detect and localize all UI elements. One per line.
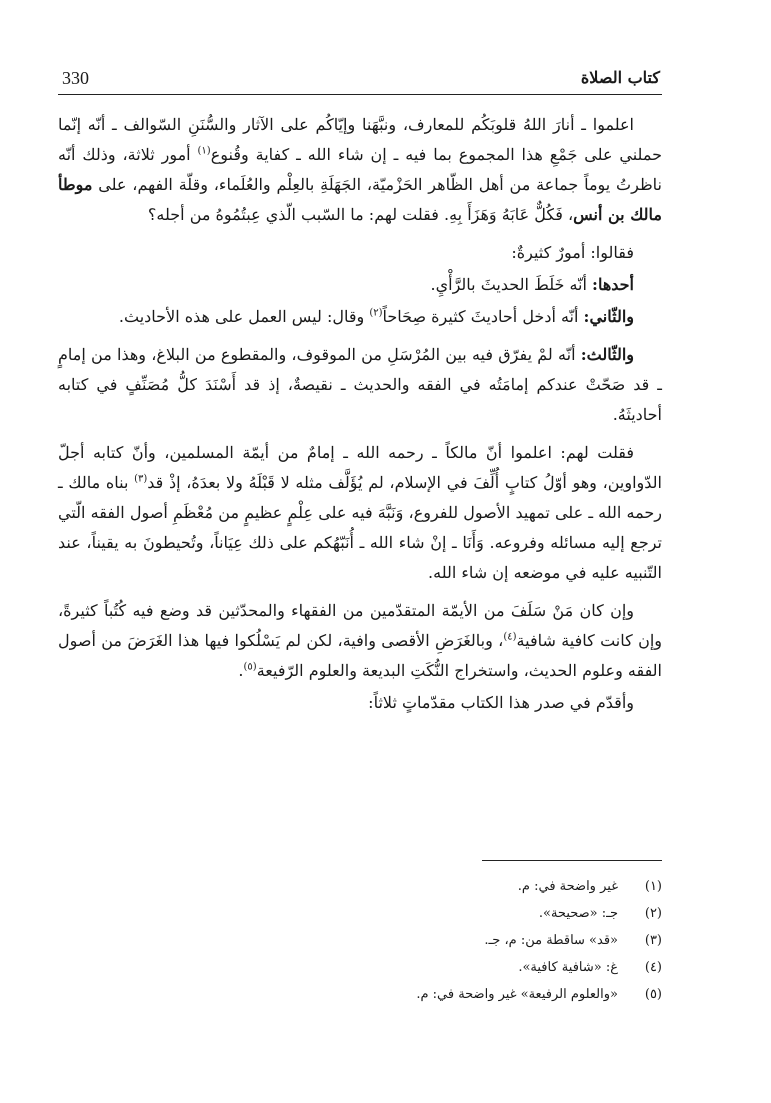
page-header — [58, 66, 662, 95]
bold-book-title: موطأ مالك بن أنس — [58, 175, 662, 224]
paragraph-4 — [58, 302, 662, 332]
footnote-ref-4: (٤) — [503, 631, 517, 643]
footnotes — [58, 860, 662, 1008]
paragraph-text: أنّه لمْ يفرّق فيه بين المُرْسَلِ من الموقوف، والمقطوع من البلاغ، وهذا من إمامٍ ـ قد صَحّتْ عندكم إمامَتُه في الفقه والحديث ـ نقيصةٌ، إذ قد أَسْنَدَ كلُّ مُصَنِّفٍ في كتابه أحاديثَهُ. — [58, 345, 662, 424]
paragraph-text: ، فَكُلٌّ عَابَهُ وَهَزَأَ بِهِ. فقلت لهم: ما السّبب الّذي عِبتُمُوهُ من أجله؟ — [147, 205, 574, 224]
footnote-text: غير واضحة في: م. — [517, 879, 618, 894]
footnote-1 — [58, 873, 662, 900]
footnote-text: جـ: «صحيحة». — [538, 906, 618, 921]
footnote-number: (٤) — [644, 960, 662, 975]
paragraph-5 — [58, 340, 662, 430]
footnote-divider — [482, 860, 662, 861]
paragraph-text: فقالوا: أمورٌ كثيرةٌ: — [511, 243, 634, 262]
paragraph-text: أمور ثلاثة، وذلك أنّه ناظرتُ يوماً جماعة من أهل الظّاهر الحَزْميّة، الجَهَلَةِ بالعِلْم والعُلَماء، وقلّة الفهم، على — [58, 145, 662, 194]
footnote-ref-1: (١) — [197, 145, 211, 157]
paragraph-text: . — [238, 661, 244, 680]
paragraph-1 — [58, 110, 662, 230]
footnote-5 — [58, 981, 662, 1008]
footnote-ref-3: (٣) — [134, 473, 148, 485]
footnote-ref-5: (٥) — [243, 661, 257, 673]
footnote-text: «والعلوم الرفيعة» غير واضحة في: م. — [416, 987, 618, 1002]
footnote-4 — [58, 954, 662, 981]
footnote-number: (٣) — [644, 933, 662, 948]
footnote-3 — [58, 927, 662, 954]
footnote-number: (٢) — [644, 906, 662, 921]
footnote-number: (١) — [644, 879, 662, 894]
footnote-text: «قد» ساقطة من: م، جـ. — [484, 933, 618, 948]
paragraph-text: وأقدّم في صدر هذا الكتاب مقدّماتٍ ثلاثاً: — [368, 693, 634, 712]
paragraph-text: أنّه خَلَطَ الحديثَ بالرَّأْيِ. — [430, 275, 593, 294]
point-label-first: أحدها: — [592, 275, 634, 294]
footnote-text: غ: «شافية كافية». — [518, 960, 618, 975]
paragraph-text: بناه مالك ـ رحمه الله ـ على تمهيد الأصول للفروع، وَنَبَّهَ فيه على عِلْمٍ عظيمٍ من مُعْظَمِ أصول الفقه الّتي ترجع إليه مسائله وفروعه. وَأَنَا ـ إنْ شاء الله ـ أُنَبّهُكم على ذلك عِيَاناً، وتُحيطونَ به يقيناً، عند التّنبيه عليه في موضعه إن شاء الله. — [58, 473, 662, 582]
paragraph-3 — [58, 270, 662, 300]
paragraph-text: فقلت لهم: اعلموا أنّ مالكاً ـ رحمه الله ـ إمامٌ من أيمّة المسلمين، وأنّ كتابه أجلّ الدّواوين، وهو أوّلُ كتابٍ أُلِّفَ في الإسلام، لم يُؤَلَّف مثله لا قَبْلَهُ ولا بعدَهُ، إذْ قد — [58, 443, 662, 492]
running-title: كتاب الصلاة — [580, 68, 660, 87]
paragraph-8 — [58, 688, 662, 718]
page-number: 330 — [62, 68, 89, 88]
paragraph-text: أنّه أدخل أحاديثَ كثيرة صِحَاحاً — [382, 307, 584, 326]
point-label-third: والثّالث: — [580, 345, 634, 364]
paragraph-text: اعلموا ـ أنارَ اللهُ قلوبَكُم للمعارف، ونبَّهَنا وإيّاكُم على الآثار والسُّنَنِ السّوالف ـ أنّه إنّما حملني على جَمْعِ هذا المجموع بما فيه ـ إن شاء الله ـ كفاية وقُنوع — [58, 115, 662, 164]
footnote-2 — [58, 900, 662, 927]
paragraph-6 — [58, 438, 662, 588]
paragraph-text: وقال: ليس العمل على هذه الأحاديث. — [118, 307, 370, 326]
point-label-second: والثّاني: — [583, 307, 634, 326]
footnote-ref-2: (٢) — [369, 307, 383, 319]
footnote-number: (٥) — [644, 987, 662, 1002]
paragraph-text: ، وبالغَرَضِ الأقصى وافية، لكن لم يَسْلُكوا فيها هذا الغَرَضَ من أصول الفقه وعلوم الحديث، واستخراج النُّكَتِ البديعة والعلوم الرّفيعة — [58, 631, 662, 680]
main-text — [58, 110, 662, 726]
paragraph-text: وإن كان مَنْ سَلَفَ من الأيمّة المتقدّمين من الفقهاء والمحدّثين قد وضع فيه كُتُباً كثيرةً، وإن كانت كافية شافية — [58, 601, 663, 650]
paragraph-7 — [58, 596, 662, 686]
paragraph-2 — [58, 238, 662, 268]
